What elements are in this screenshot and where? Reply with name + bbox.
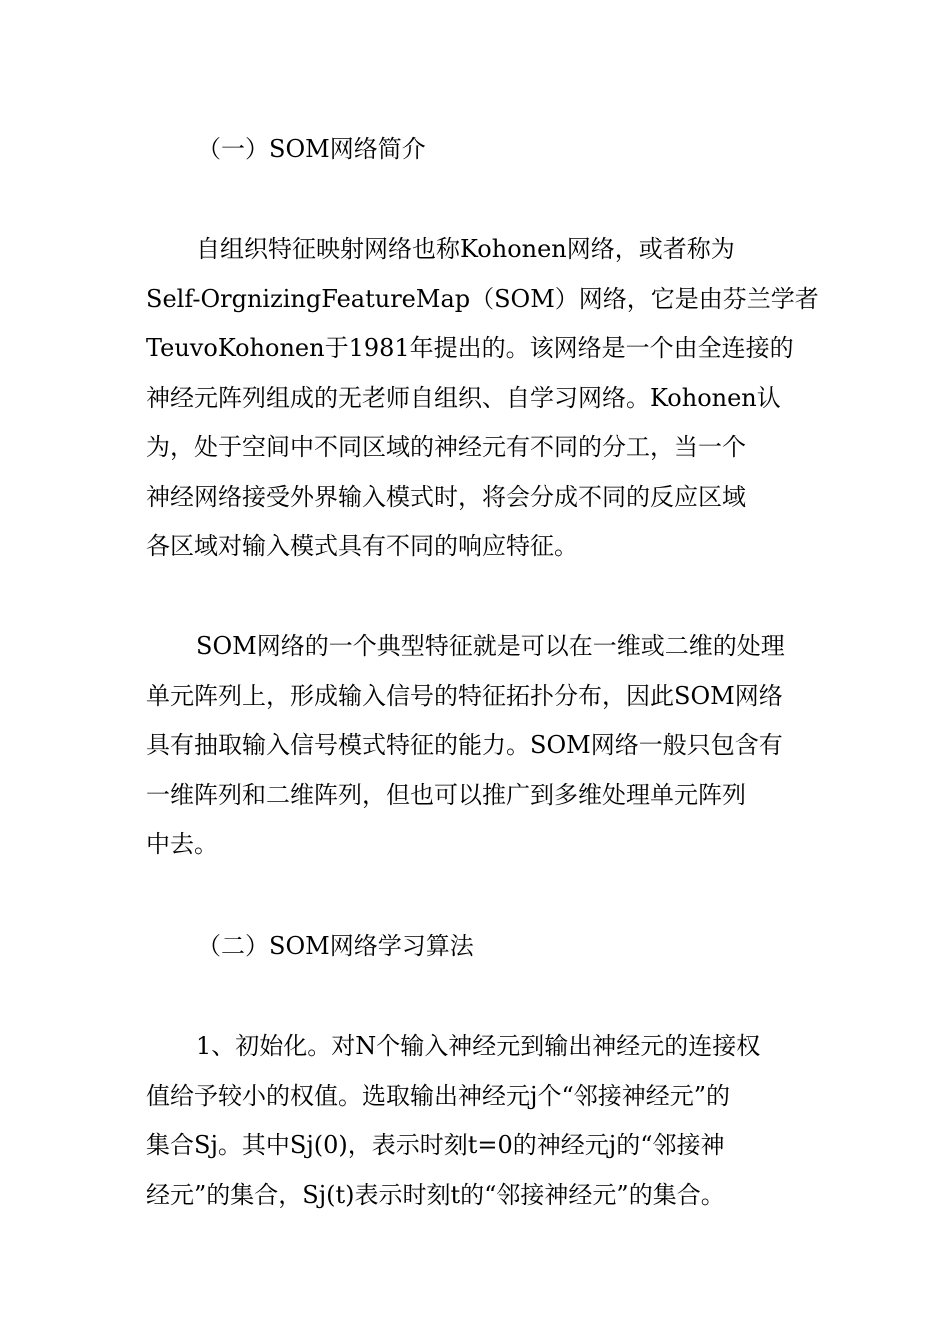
paragraph-line: 值给予较小的权值。选取输出神经元j个“邻接神经元”的 — [146, 1081, 730, 1110]
paragraph-intro — [146, 234, 836, 581]
paragraph-line: 各区域对输入模式具有不同的响应特征。 — [146, 532, 578, 560]
paragraph-line: 神经网络接受外界输入模式时，将会分成不同的反应区域 — [146, 482, 746, 511]
paragraph-line: Self-OrgnizingFeatureMap（SOM）网络，它是由芬兰学者 — [146, 284, 819, 313]
paragraph-line: 中去。 — [146, 830, 218, 858]
paragraph-line: 一维阵列和二维阵列，但也可以推广到多维处理单元阵列 — [146, 780, 746, 809]
paragraph-line: 经元”的集合，Sj(t)表示时刻t的“邻接神经元”的集合。 — [146, 1180, 725, 1209]
paragraph-line: 为，处于空间中不同区域的神经元有不同的分工，当一个 — [146, 433, 746, 461]
section-heading-algorithm: （二）SOM网络学习算法 — [197, 932, 474, 960]
paragraph-line: 自组织特征映射网络也称Kohonen网络，或者称为 — [196, 235, 735, 263]
paragraph-line: 1、初始化。对N个输入神经元到输出神经元的连接权 — [196, 1032, 761, 1060]
paragraph-initialization — [146, 1031, 836, 1229]
paragraph-line: TeuvoKohonen于1981年提出的。该网络是一个由全连接的 — [146, 334, 794, 362]
paragraph-line: SOM网络的一个典型特征就是可以在一维或二维的处理 — [196, 632, 785, 660]
section-heading-intro: （一）SOM网络简介 — [197, 135, 426, 163]
paragraph-line: 单元阵列上，形成输入信号的特征拓扑分布，因此SOM网络 — [146, 681, 783, 710]
paragraph-line: 具有抽取输入信号模式特征的能力。SOM网络一般只包含有 — [146, 731, 783, 759]
paragraph-line: 神经元阵列组成的无老师自组织、自学习网络。Kohonen认 — [146, 383, 781, 412]
paragraph-features — [146, 631, 836, 879]
paragraph-line: 集合Sj。其中Sj(0)，表示时刻t=0的神经元j的“邻接神 — [146, 1131, 725, 1159]
